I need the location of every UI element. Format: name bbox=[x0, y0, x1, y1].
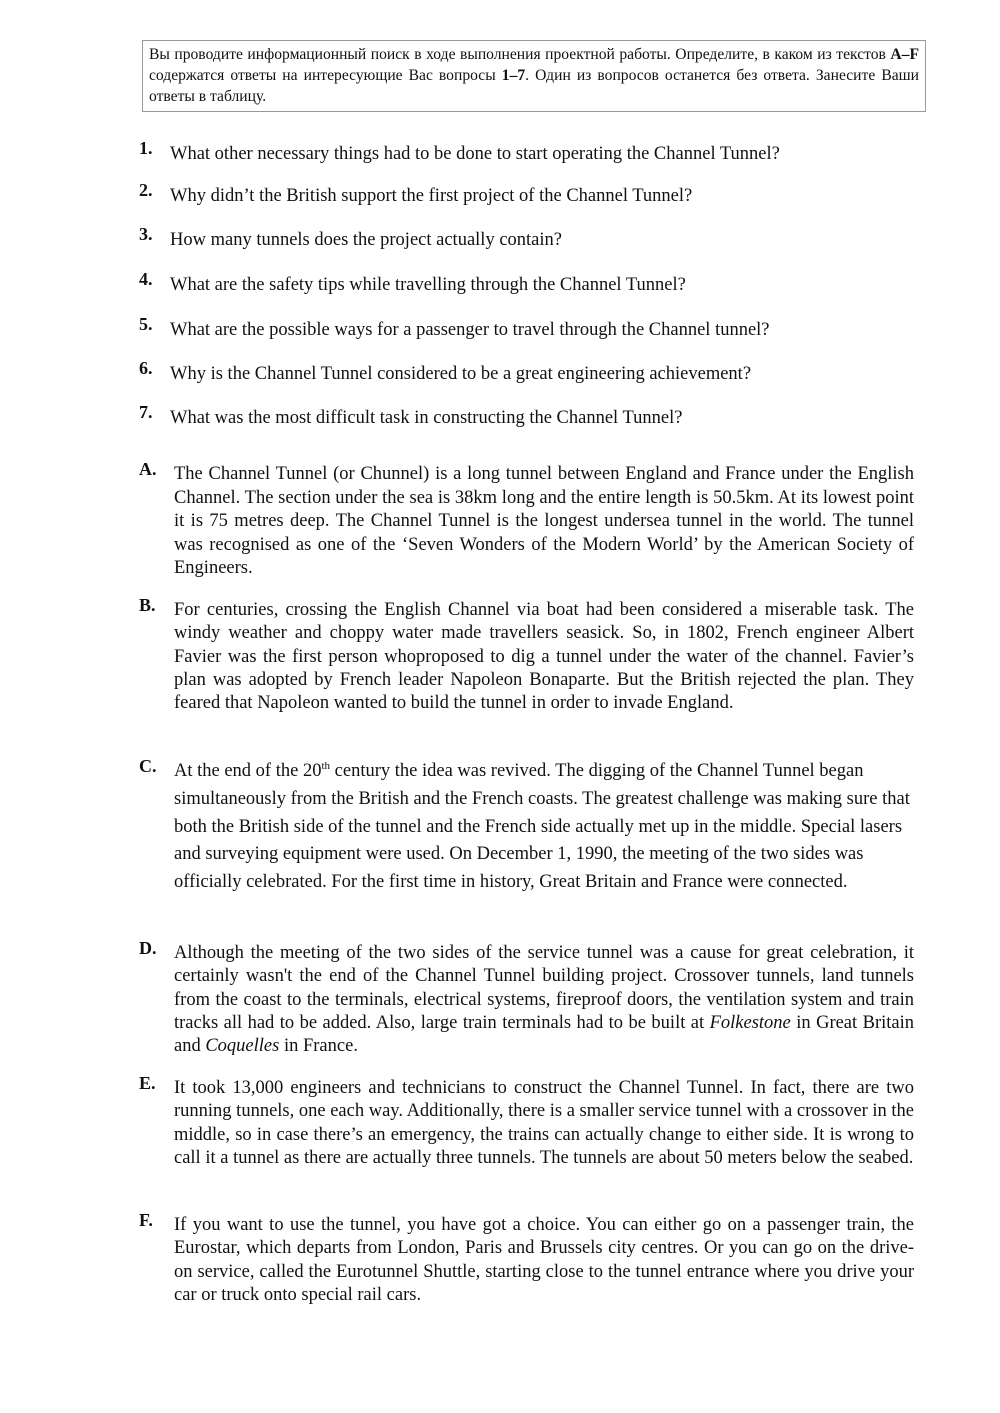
text-c bbox=[139, 758, 914, 897]
text-b bbox=[139, 595, 914, 715]
question-text: Why is the Channel Tunnel considered to be a great engineering achievement? bbox=[170, 364, 752, 384]
text-d-post: in France. bbox=[279, 1036, 358, 1057]
text-label: D. bbox=[139, 938, 157, 958]
question-text: What are the possible ways for a passenger to travel through the Channel tunnel? bbox=[170, 320, 770, 340]
instruction-mid: содержатся ответы на интересующие Вас вопросы bbox=[149, 67, 502, 84]
text-label: B. bbox=[139, 595, 156, 615]
question-text: What are the safety tips while travelling through the Channel Tunnel? bbox=[170, 275, 686, 295]
question-number: 3. bbox=[139, 224, 153, 244]
text-body: The Channel Tunnel (or Chunnel) is a long tunnel between England and France under the English Channel. The section under the sea is 38km long and the entire length is 50.5km. At its lowest point it is 75 metres deep. The Channel Tunnel is the longest undersea tunnel in the world. The tunnel was recognised as one of the ‘Seven Wonders of the Modern World’ by the American Society of Engineers. bbox=[174, 464, 914, 578]
instruction-post: . Один из вопросов останется без ответа. Занесите Ваши ответы в таблицу. bbox=[149, 67, 919, 105]
question-number: 1. bbox=[139, 138, 153, 158]
instruction-letters: A–F bbox=[890, 46, 919, 63]
instruction-box bbox=[142, 40, 926, 112]
question-number: 4. bbox=[139, 269, 153, 289]
text-body: If you want to use the tunnel, you have got a choice. You can either go on a passenger train, the Eurostar, which departs from London, Paris and Brussels city centres. Or you can go on the drive-on service, called the Eurotunnel Shuttle, starting close to the tunnel entrance where you drive your car or truck onto special rail cars. bbox=[174, 1215, 914, 1305]
text-c-pre: At the end of the 20 bbox=[174, 761, 322, 781]
text-d-mid: in Great Britain and bbox=[174, 1012, 914, 1057]
place-folkestone: Folkestone bbox=[709, 1012, 791, 1033]
text-f bbox=[139, 1210, 914, 1307]
text-body bbox=[174, 942, 914, 1058]
text-label: F. bbox=[139, 1210, 153, 1230]
text-body: For centuries, crossing the English Channel via boat had been considered a miserable task. The windy weather and choppy water made travellers seasick. So, in 1802, French engineer Albert Favier was the first person whoproposed to dig a tunnel under the water of the channel. Favier’s plan was adopted by French leader Napoleon Bonaparte. But the British rejected the plan. They feared that Napoleon wanted to build the tunnel in order to invade England. bbox=[174, 600, 914, 714]
question-text: What other necessary things had to be done to start operating the Channel Tunnel? bbox=[170, 144, 780, 164]
question-number: 6. bbox=[139, 358, 153, 378]
question-text: What was the most difficult task in constructing the Channel Tunnel? bbox=[170, 408, 683, 428]
instruction-pre: Вы проводите информационный поиск в ходе выполнения проектной работы. Определите, в каком из текстов bbox=[149, 46, 891, 63]
text-d-pre: Although the meeting of the two sides of the service tunnel was a cause for great celebration, it certainly wasn't the end of the Channel Tunnel building project. Crossover tunnels, land tunnels from the coast to the terminals, electrical systems, fireproof doors, the ventilation system and train tracks all had to be added. Also, large train terminals had to be built at bbox=[174, 943, 914, 1033]
place-coquelles: Coquelles bbox=[205, 1036, 280, 1057]
question-text: Why didn’t the British support the first project of the Channel Tunnel? bbox=[170, 186, 693, 206]
question-number: 2. bbox=[139, 180, 153, 200]
question-text: How many tunnels does the project actually contain? bbox=[170, 230, 562, 250]
text-e bbox=[139, 1073, 914, 1170]
instruction-numbers: 1–7 bbox=[501, 67, 526, 84]
question-number: 5. bbox=[139, 314, 153, 334]
ordinal-suffix: th bbox=[321, 759, 331, 772]
text-body: It took 13,000 engineers and technicians to construct the Channel Tunnel. In fact, there are two running tunnels, one each way. Additionally, there is a smaller service tunnel with a crossover in the middle, so in case there’s an emergency, the trains can actually change to either side. It is wrong to call it a tunnel as there are actually three tunnels. The tunnels are about 50 meters below the seabed. bbox=[174, 1078, 914, 1168]
text-a bbox=[139, 459, 914, 581]
text-c-post: century the idea was revived. The digging of the Channel Tunnel began simultaneously from the British and the French coasts. The greatest challenge was making sure that both the British side of the tunnel and the French side actually met up in the middle. Special lasers and surveying equipment were used. On December 1, 1990, the meeting of the two sides was officially celebrated. For the first time in history, Great Britain and France were connected. bbox=[174, 761, 910, 893]
text-d bbox=[139, 938, 914, 1058]
question-number: 7. bbox=[139, 402, 153, 422]
text-label: E. bbox=[139, 1073, 156, 1093]
text-label: C. bbox=[139, 756, 157, 776]
text-label: A. bbox=[139, 459, 157, 479]
text-body bbox=[174, 758, 914, 897]
